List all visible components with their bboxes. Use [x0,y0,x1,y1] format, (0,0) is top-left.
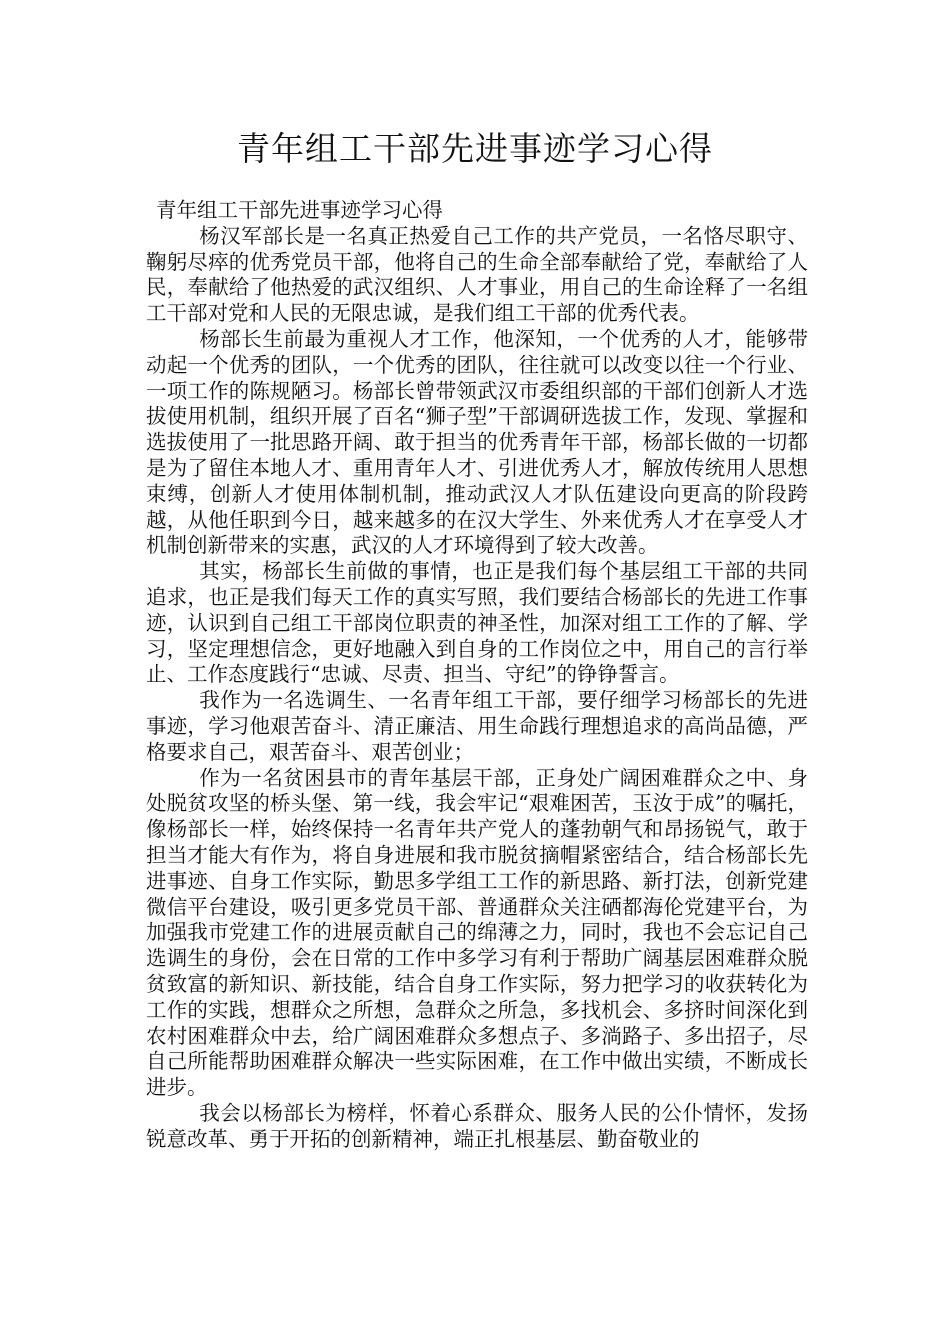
paragraph-2: 杨部长生前最为重视人才工作，他深知，一个优秀的人才，能够带动起一个优秀的团队，一个优秀的团队，往往就可以改变以往一个行业、一项工作的陈规陋习。杨部长曾带领武汉市委组织部的干部们创新人才选拔使用机制，组织开展了百名“狮子型”干部调研选拔工作，发现、掌握和选拔使用了一批思路开阔、敢于担当的优秀青年干部，杨部长做的一切都是为了留住本地人才、重用青年人才、引进优秀人才，解放传统用人思想束缚，创新人才使用体制机制，推动武汉人才队伍建设向更高的阶段跨越，从他任职到今日，越来越多的在汉大学生、外来优秀人才在享受人才机制创新带来的实惠，武汉的人才环境得到了较大改善。 [146,326,808,558]
paragraph-1: 杨汉军部长是一名真正热爱自己工作的共产党员，一名恪尽职守、鞠躬尽瘁的优秀党员干部，他将自己的生命全部奉献给了党，奉献给了人民，奉献给了他热爱的武汉组织、人才事业，用自己的生命诠释了一名组工干部对党和人民的无限忠诚，是我们组工干部的优秀代表。 [146,223,808,326]
document-subtitle: 青年组工干部先进事迹学习心得 [156,198,443,222]
paragraph-5: 作为一名贫困县市的青年基层干部，正身处广阔困难群众之中、身处脱贫攻坚的桥头堡、第一线，我会牢记“艰难困苦，玉汝于成”的嘱托，像杨部长一样，始终保持一名青年共产党人的蓬勃朝气和昂扬锐气，敢于担当才能大有作为，将自身进展和我市脱贫摘帽紧密结合，结合杨部长先进事迹、自身工作实际，勤思多学组工工作的新思路、新打法，创新党建微信平台建设，吸引更多党员干部、普通群众关注硒都海伦党建平台，为加强我市党建工作的进展贡献自己的绵薄之力，同时，我也不会忘记自己选调生的身份，会在日常的工作中多学习有利于帮助广阔基层困难群众脱贫致富的新知识、新技能，结合自身工作实际，努力把学习的收获转化为工作的实践，想群众之所想，急群众之所急，多找机会、多挤时间深化到农村困难群众中去，给广阔困难群众多想点子、多淌路子、多出招子，尽自己所能帮助困难群众解决一些实际困难，在工作中做出实绩，不断成长进步。 [146,765,808,1100]
paragraph-6: 我会以杨部长为榜样，怀着心系群众、服务人民的公仆情怀，发扬锐意改革、勇于开拓的创新精神，端正扎根基层、勤奋敬业的 [146,1100,808,1151]
document-body [146,198,808,1152]
paragraph-4: 我作为一名选调生、一名青年组工干部，要仔细学习杨部长的先进事迹，学习他艰苦奋斗、清正廉洁、用生命践行理想追求的高尚品德，严格要求自己，艰苦奋斗、艰苦创业； [146,688,808,764]
paragraph-3: 其实，杨部长生前做的事情，也正是我们每个基层组工干部的共同追求，也正是我们每天工作的真实写照，我们要结合杨部长的先进工作事迹，认识到自己组工干部岗位职责的神圣性，加深对组工工作的了解、学习，坚定理想信念，更好地融入到自身的工作岗位之中，用自己的言行举止、工作态度践行“忠诚、尽责、担当、守纪”的铮铮誓言。 [146,559,808,687]
document-title: 青年组工干部先进事迹学习心得 [237,129,713,168]
